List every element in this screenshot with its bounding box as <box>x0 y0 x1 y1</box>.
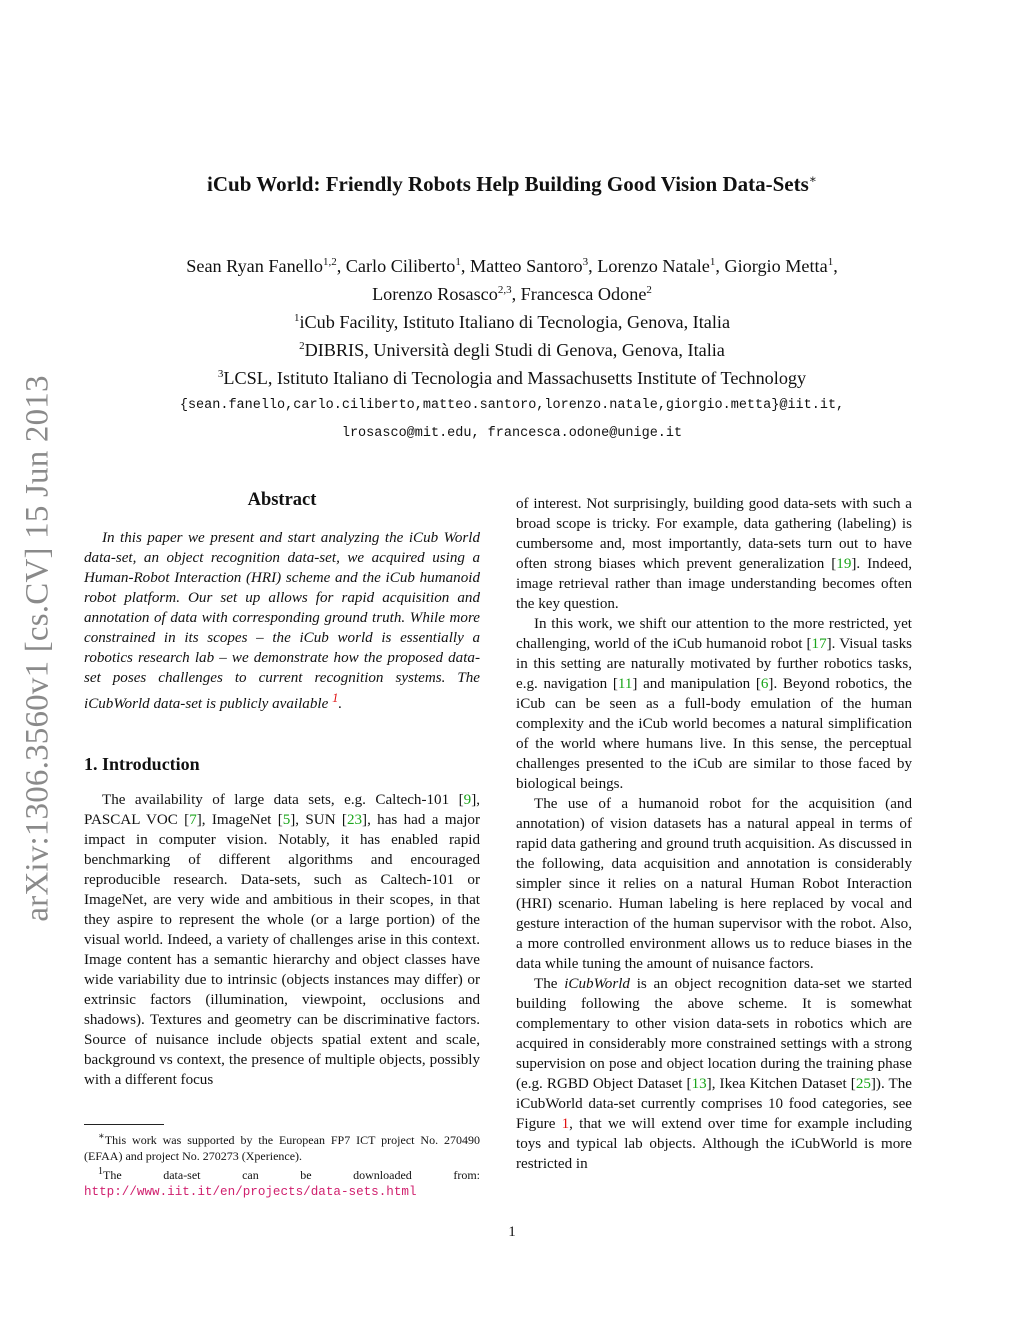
emails-line-2: lrosasco@mit.edu, francesca.odone@unige.it <box>341 426 683 441</box>
arxiv-identifier: arXiv:1306.3560v1 [cs.CV] 15 Jun 2013 <box>19 374 56 922</box>
author-name: Matteo Santoro <box>470 256 583 276</box>
abstract-text: In this paper we present and start analyzing the iCub World data-set, an object recognition data-set, we acquired using a Human-Robot Interaction (HRI) scheme and the iCub humanoid robot platform. Our set up allows for rapid acquisition and annotation of data with corresponding ground truth. While more constrained in its scopes – the iCub world is essentially a robotics research lab – we demonstrate how the proposed data-set poses challenges to current recognition systems. The iCubWorld data-set is publicly available $^1$. <box>84 530 480 713</box>
author-name: Giorgio Metta <box>724 256 828 276</box>
paper-title-text: iCub World: Friendly Robots Help Building Good Vision Data-Sets <box>207 172 809 196</box>
citation-link[interactable]: 9 <box>463 792 472 809</box>
citation-link[interactable]: 5 <box>282 812 291 829</box>
citation-link[interactable]: 19 <box>836 556 852 572</box>
author-block <box>88 252 936 448</box>
author-affil: 2 <box>646 283 652 296</box>
citation-link[interactable]: 6 <box>760 676 769 692</box>
author-affil: 1 <box>709 255 716 268</box>
author-affil: 1 <box>455 255 461 268</box>
authors-line-2: Lorenzo Rosasco$^{2,3}$, Francesca Odone$^2$ <box>372 283 652 304</box>
title-footnote-mark: ∗ <box>808 172 817 186</box>
arxiv-sidebar-stamp <box>8 358 68 938</box>
footnotes <box>84 1124 480 1200</box>
left-column <box>84 490 480 1090</box>
citation-link[interactable]: 7 <box>189 812 197 829</box>
dataset-url-link[interactable]: http://www.iit.it/en/projects/data-sets.html <box>84 1185 417 1199</box>
paragraph-humanoid: The use of a humanoid robot for the acquisition (and annotation) of vision datasets has a natural appeal in terms of rapid data gathering and ground truth acquisition. As discussed in the following, data acquisition and annotation is considerably simpler since it relies on a natural Human Robot Interaction (HRI) scenario. Human labeling is here replaced by vocal and gesture interaction of the human supervisor with the robot. Also, a more controlled environment allows us to reduce biases in the data while tuning the amount of nuisance factors. <box>516 796 912 972</box>
author-name: Carlo Ciliberto <box>345 256 456 276</box>
author-name: Francesca Odone <box>520 284 647 304</box>
affiliation-1: $^1$iCub Facility, Istituto Italiano di Tecnologia, Genova, Italia <box>293 311 731 332</box>
citation-link[interactable]: 17 <box>811 636 827 652</box>
figure-link[interactable]: 1 <box>561 1116 570 1132</box>
authors-line-1: Sean Ryan Fanello$^{1,2}$, Carlo Ciliberto$^1$, Matteo Santoro$^3$, Lorenzo Natale$^1$, Giorgio Metta$^1$, <box>186 255 838 276</box>
footnote-funding: ∗This work was supported by the European FP7 ICT project No. 270490 (EFAA) and project No. 270273 (Xperience). <box>84 1131 480 1163</box>
citation-link[interactable]: 25 <box>855 1076 871 1092</box>
paragraph-continued: of interest. Not surprisingly, building good data-sets with such a broad scope is tricky. For example, data gathering (labeling) is cumbersome and, most importantly, data-sets turn out to have often strong biases which prevent generalization [19]. Indeed, image retrieval rather than image understanding becomes often the key question. <box>516 496 912 612</box>
author-name: Lorenzo Rosasco <box>372 284 498 304</box>
introduction-paragraph: The availability of large data sets, e.g. Caltech-101 [9], PASCAL VOC [7], ImageNet [5], SUN [23], has had a major impact in computer vision. Notably, it has enabled rapid benchmarking of different algorithms and encouraged reproducible research. Data-sets, such as Caltech-101 or ImageNet, are very wide and ambitious in their scopes, in that they aspire to represent the whole (or a large portion) of the visual world. Indeed, a variety of challenges arise in this context. Image content has a semantic hierarchy and object classes have wide variability due to intrinsic (objects instances may differ) or extrinsic factors (illumination, viewpoint, occlusions and shadows). Textures and geometry can be discriminative factors. Source of nuisance include objects spatial extent and scale, background vs context, the presence of multiple objects, possibly with a different focus <box>84 792 480 1089</box>
affiliation-2: $^2$DIBRIS, Università degli Studi di Genova, Genova, Italia <box>299 339 725 360</box>
paper-title <box>0 172 1024 197</box>
author-affil: 1,2 <box>322 255 337 268</box>
page-number: 1 <box>508 1224 516 1240</box>
author-name: Sean Ryan Fanello <box>186 256 323 276</box>
author-name: Lorenzo Natale <box>597 256 710 276</box>
citation-link[interactable]: 13 <box>691 1076 707 1092</box>
right-column <box>516 494 912 1174</box>
abstract-heading: Abstract <box>247 490 317 510</box>
citation-link[interactable]: 11 <box>617 676 633 692</box>
paragraph-icubworld-dataset: The iCubWorld is an object recognition data-set we started building following the above scheme. It is somewhat complementary to other vision data-sets in robotics which are acquired in considerably more constrained settings with a strong supervision on pose and object location during the training phase (e.g. RGBD Object Dataset [13], Ikea Kitchen Dataset [25]). The iCubWorld data-set currently comprises 10 food categories, see Figure 1, that we will extend over time for example including toys and typical lab objects. Although the iCubWorld is more restricted in <box>516 976 912 1172</box>
author-affil: 2,3 <box>497 283 512 296</box>
footnote-rule <box>84 1124 164 1125</box>
introduction-heading: 1. Introduction <box>84 754 200 775</box>
paragraph-icub-world: In this work, we shift our attention to the more restricted, yet challenging, world of the iCub humanoid robot [17]. Visual tasks in this setting are naturally motivated by further robotics tasks, e.g. navigation [11] and manipulation [6]. Beyond robotics, the iCub can be seen as a full-body emulation of the human complexity and the iCub world becomes a natural simplification of the world where humans live. In this sense, the perceptual challenges presented to the iCub are similar to those faced by biological beings. <box>516 616 913 792</box>
author-affil: 1 <box>827 255 834 268</box>
citation-link[interactable]: 23 <box>346 812 363 829</box>
footnote-dataset-url: $^1$The data-set can be downloaded from: http://www.iit.it/en/projects/data-sets.html <box>84 1166 480 1199</box>
emails-line-1: {sean.fanello,carlo.ciliberto,matteo.santoro,lorenzo.natale,giorgio.metta}@iit.it, <box>179 398 845 413</box>
affiliation-3: $^3$LCSL, Istituto Italiano di Tecnologia and Massachusetts Institute of Technology <box>217 367 807 388</box>
abstract-footnote-link[interactable]: 1 <box>332 691 339 705</box>
author-affil: 3 <box>582 255 589 268</box>
